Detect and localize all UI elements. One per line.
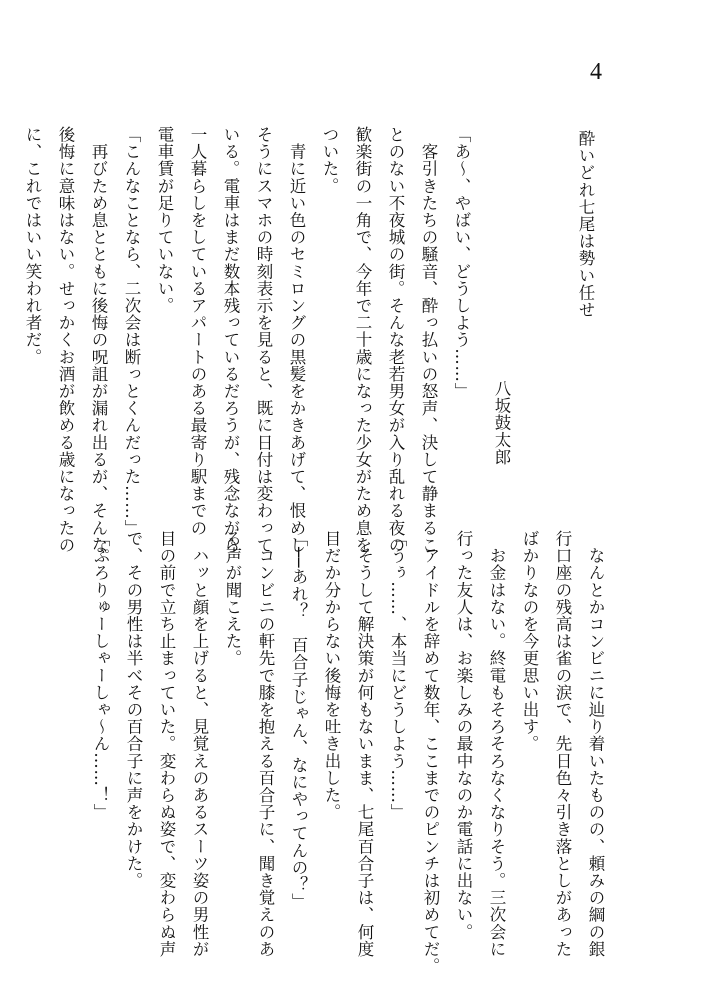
text-column: なんとかコンビニに辿り着いたものの、頼みの綱の銀 [586, 530, 605, 958]
text-column: 「──あれ？ 百合子じゃん、なにやってんの？」 [289, 530, 308, 911]
author-block [478, 380, 518, 520]
text-column: コンビニの軒先で膝を抱える百合子に、聞き覚えのあ [256, 530, 275, 958]
text-column: いる。電車はまだ数本残っているだろうが、残念ながら [221, 126, 240, 554]
text-column: 目だか分からない後悔を吐き出した。 [322, 530, 341, 821]
text-column: 行った友人は、お楽しみの最中なのか電話に出ない。 [454, 530, 473, 941]
text-column: 「ぷろりゅーしゃーしゃ〜ん……！」 [91, 530, 110, 821]
text-column: そうして解決策が何もないまま、七尾百合子は、何度 [355, 530, 374, 958]
text-column: ハッと顔を上げると、見覚えのあるスーツ姿の男性が [190, 530, 209, 958]
text-column: 「あ〜、やばい、どうしよう……」 [452, 126, 471, 400]
text-column: 電車賃が足りていない。 [155, 126, 174, 315]
text-column: 「うぅ……、本当にどうしよう……」 [388, 530, 407, 821]
text-column: ばかりなのを今更思い出す。 [520, 530, 539, 753]
text-column: 客引きたちの騒音、酔っ払いの怒声、決して静まるこ [419, 126, 438, 554]
page-number: 4 [590, 59, 602, 85]
text-column: 「こんなことなら、二次会は断っとくんだった……」 [122, 126, 141, 537]
text-column: 後悔に意味はない。せっかくお酒が飲める歳になったの [56, 126, 75, 554]
text-column: る声が聞こえた。 [223, 530, 242, 667]
text-column: とのない不夜城の街。そんな老若男女が入り乱れる夜の [386, 126, 405, 554]
text-column: ついた。 [320, 126, 339, 195]
story-title-block [562, 130, 602, 490]
text-column: お金はない。終電もそろそろなくなりそう。三次会に [487, 530, 506, 958]
text-column: 一人暮らしをしているアパートのある最寄り駅までの [188, 126, 207, 537]
text-column: そうにスマホの時刻表示を見ると、既に日付は変わって [254, 126, 273, 554]
body-text-upper [23, 126, 478, 554]
text-column: 行口座の残高は雀の涙で、先日色々引き落としがあった [553, 530, 572, 958]
story-title: 酔いどれ七尾は勢い任せ [576, 130, 595, 319]
text-column: 再びため息とともに後悔の呪詛が漏れ出るが、そんな [89, 126, 108, 554]
text-column: で、その男性は半べその百合子に声をかけた。 [124, 530, 143, 890]
text-column: 目の前で立ち止まっていた。変わらぬ姿で、変わらぬ声 [157, 530, 176, 958]
text-column: に、これではいい笑われ者だ。 [23, 126, 42, 366]
text-column: アイドルを辞めて数年、ここまでのピンチは初めてだ。 [421, 530, 440, 975]
text-column: 歓楽街の一角で、今年で二十歳になった少女がため息を [353, 126, 372, 554]
body-text-lower [91, 530, 612, 975]
text-column: 青に近い色のセミロングの黒髪をかきあげて、恨めし [287, 126, 306, 554]
author-name: 八坂鼓太郎 [492, 380, 511, 466]
